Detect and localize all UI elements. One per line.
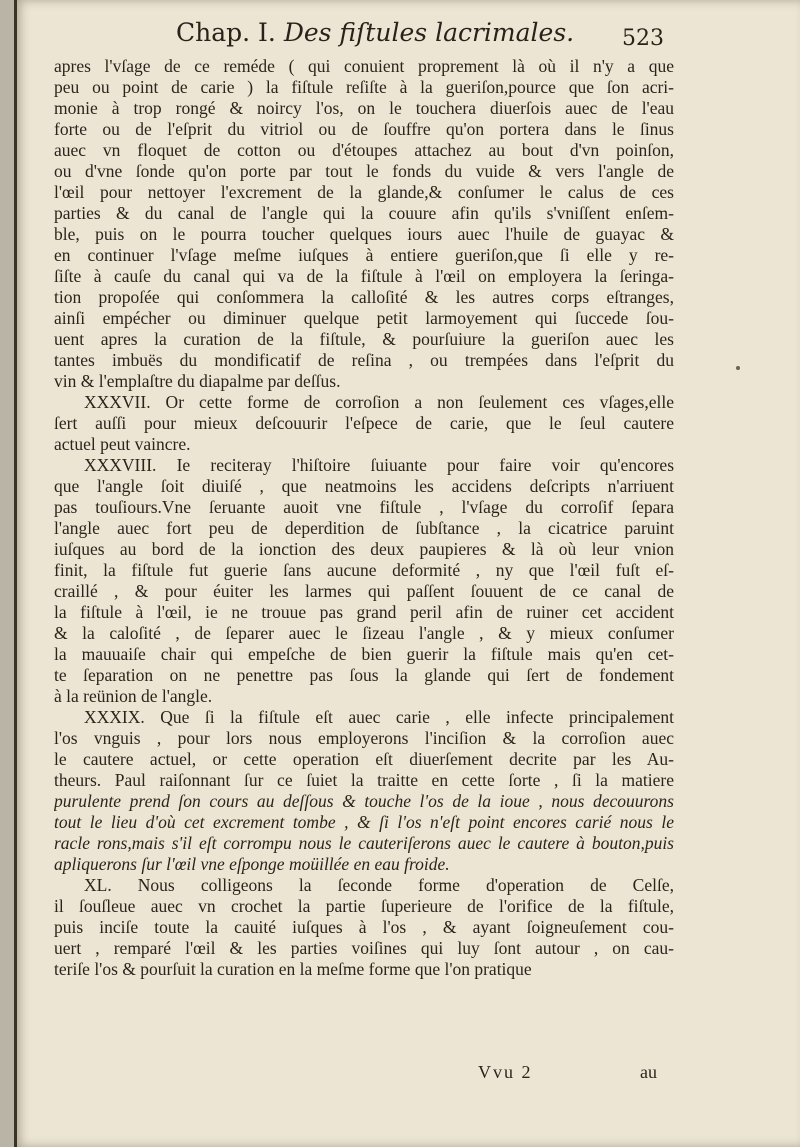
text-line: XXXVIII. Ie reciteray l'hiſtoire ſuiuante pour faire voir qu'encores — [84, 455, 674, 475]
text-line: que l'angle ſoit diuiſé , que neatmoins les accidens deſcripts n'arriuent — [54, 476, 674, 496]
text-line: la fiſtule à l'œil, ie ne trouue pas grand peril afin de ruiner cet accident — [54, 602, 674, 622]
text-line: uent apres la curation de la fiſtule, & pourſuiure la gueriſon auec les — [54, 329, 674, 349]
text-line: & la caloſité , de ſeparer auec le ſizeau l'angle , & y mieux conſumer — [54, 623, 674, 643]
text-line: tantes imbuës du mondificatif de reſina , ou trempées dans l'eſprit du — [54, 350, 674, 370]
text-line: ſert auſſi pour mieux deſcouurir l'eſpece de carie, que le ſeul cautere — [54, 413, 674, 433]
text-line: XXXIX. Que ſi la fiſtule eſt auec carie , elle infecte principalement — [84, 707, 674, 727]
text-line: le cautere actuel, or cette operation eſt diuerſement decrite par les Au- — [54, 749, 674, 769]
page-number: 523 — [622, 26, 664, 51]
text-line: actuel peut vaincre. — [54, 434, 191, 454]
text-line: racle rons,mais s'il eſt corrompu nous le cauteriſerons auec le cautere à bouton,puis — [54, 833, 674, 853]
text-line: l'œil pour nettoyer l'excrement de la glande,& conſumer le calus de ces — [54, 182, 674, 202]
text-line: finit, la fiſtule fut guerie ſans aucune deformité , ny que l'œil fuſt eſ- — [54, 560, 674, 580]
text-line: en continuer l'vſage meſme iuſques à entiere gueriſon,que ſi elle y re- — [54, 245, 674, 265]
text-line: uert , remparé l'œil & les parties voiſines qui luy ſont autour , on cau- — [54, 938, 674, 958]
page-header — [14, 14, 800, 54]
signature-mark: Vvu 2 — [478, 1062, 533, 1082]
text-line: te ſeparation on ne penettre pas ſous la glande qui ſert de fondement — [54, 665, 674, 685]
paper-speck — [736, 366, 740, 370]
running-title — [176, 18, 574, 47]
text-line: il ſouſleue auec vn crochet la partie ſuperieure de l'orifice de la fiſtule, — [54, 896, 674, 916]
text-line: la mauuaiſe chair qui empeſche de bien guerir la fiſtule mais qu'en cet- — [54, 644, 674, 664]
text-line: parties & du canal de l'angle qui la couure afin qu'ils s'vniſſent enſem- — [54, 203, 674, 223]
text-line: pas touſiours.Vne ſeruante auoit vne fiſtule , l'vſage du corroſif ſepara — [54, 497, 674, 517]
text-line: theurs. Paul raiſonnant ſur ce ſuiet la traitte en cette ſorte , ſi la matiere — [54, 770, 674, 790]
text-line: craillé , & pour éuiter les larmes qui paſſent ſouuent de ce canal de — [54, 581, 674, 601]
body-text — [54, 56, 674, 980]
binding-gutter — [14, 0, 17, 1147]
chapter-label: Chap. I. — [176, 18, 276, 47]
text-line: l'os vnguis , pour lors nous employerons l'inciſion & la corroſion auec — [54, 728, 674, 748]
text-line: iuſques au bord de la ionction des deux paupieres & là où leur vnion — [54, 539, 674, 559]
text-line: apres l'vſage de ce reméde ( qui conuient proprement là où il n'y a que — [54, 56, 674, 76]
text-line: auec vn floquet de cotton ou d'étoupes attachez au bout d'vn poinſon, — [54, 140, 674, 160]
text-line: purulente prend ſon cours au deſſous & touche l'os de la ioue , nous decouurons — [54, 791, 674, 811]
text-line: ainſi empécher ou diminuer quelque petit larmoyement qui ſuccede ſou- — [54, 308, 674, 328]
text-line: monie à trop rongé & noircy l'os, on le touchera diuerſois auec de l'eau — [54, 98, 674, 118]
catchword: au — [640, 1062, 657, 1082]
text-line: puis inciſe toute la cauité iuſques à l'os , & ayant ſoigneuſement cou- — [54, 917, 674, 937]
chapter-title: Des fiſtules lacrimales. — [283, 18, 575, 47]
text-line: ſiſte à cauſe du canal qui va de la fiſtule à l'œil on employera la ſeringa- — [54, 266, 674, 286]
text-line: XXXVII. Or cette forme de corroſion a non ſeulement ces vſages,elle — [84, 392, 674, 412]
text-line: teriſe l'os & pourſuit la curation en la meſme forme que l'on pratique — [54, 959, 532, 979]
text-line: peu ou point de carie ) la fiſtule reſiſte à la gueriſon,pource que ſon acri- — [54, 77, 674, 97]
text-line: ble, puis on le pourra toucher quelques iours auec l'huile de guayac & — [54, 224, 674, 244]
text-line: à la reünion de l'angle. — [54, 686, 213, 706]
text-line: XL. Nous colligeons la ſeconde forme d'operation de Celſe, — [84, 875, 674, 895]
book-page — [14, 0, 800, 1147]
text-line: tout le lieu d'où cet excrement tombe , & ſi l'os n'eſt point encores carié nous le — [54, 812, 674, 832]
text-line: vin & l'emplaſtre du diapalme par deſſus. — [54, 371, 341, 391]
text-line: ou d'vne ſonde qu'on porte par tout le fonds du vuide & vers l'angle de — [54, 161, 674, 181]
text-line: apliquerons ſur l'œil vne eſponge moüillée en eau froide. — [54, 854, 450, 874]
text-line: forte ou de l'eſprit du vitriol ou de ſouffre qu'on portera dans le ſinus — [54, 119, 674, 139]
text-line: tion propoſée qui conſommera la calloſité & les autres corps eſtranges, — [54, 287, 674, 307]
text-line: l'angle auec fort peu de deperdition de ſubſtance , la cicatrice paruint — [54, 518, 674, 538]
